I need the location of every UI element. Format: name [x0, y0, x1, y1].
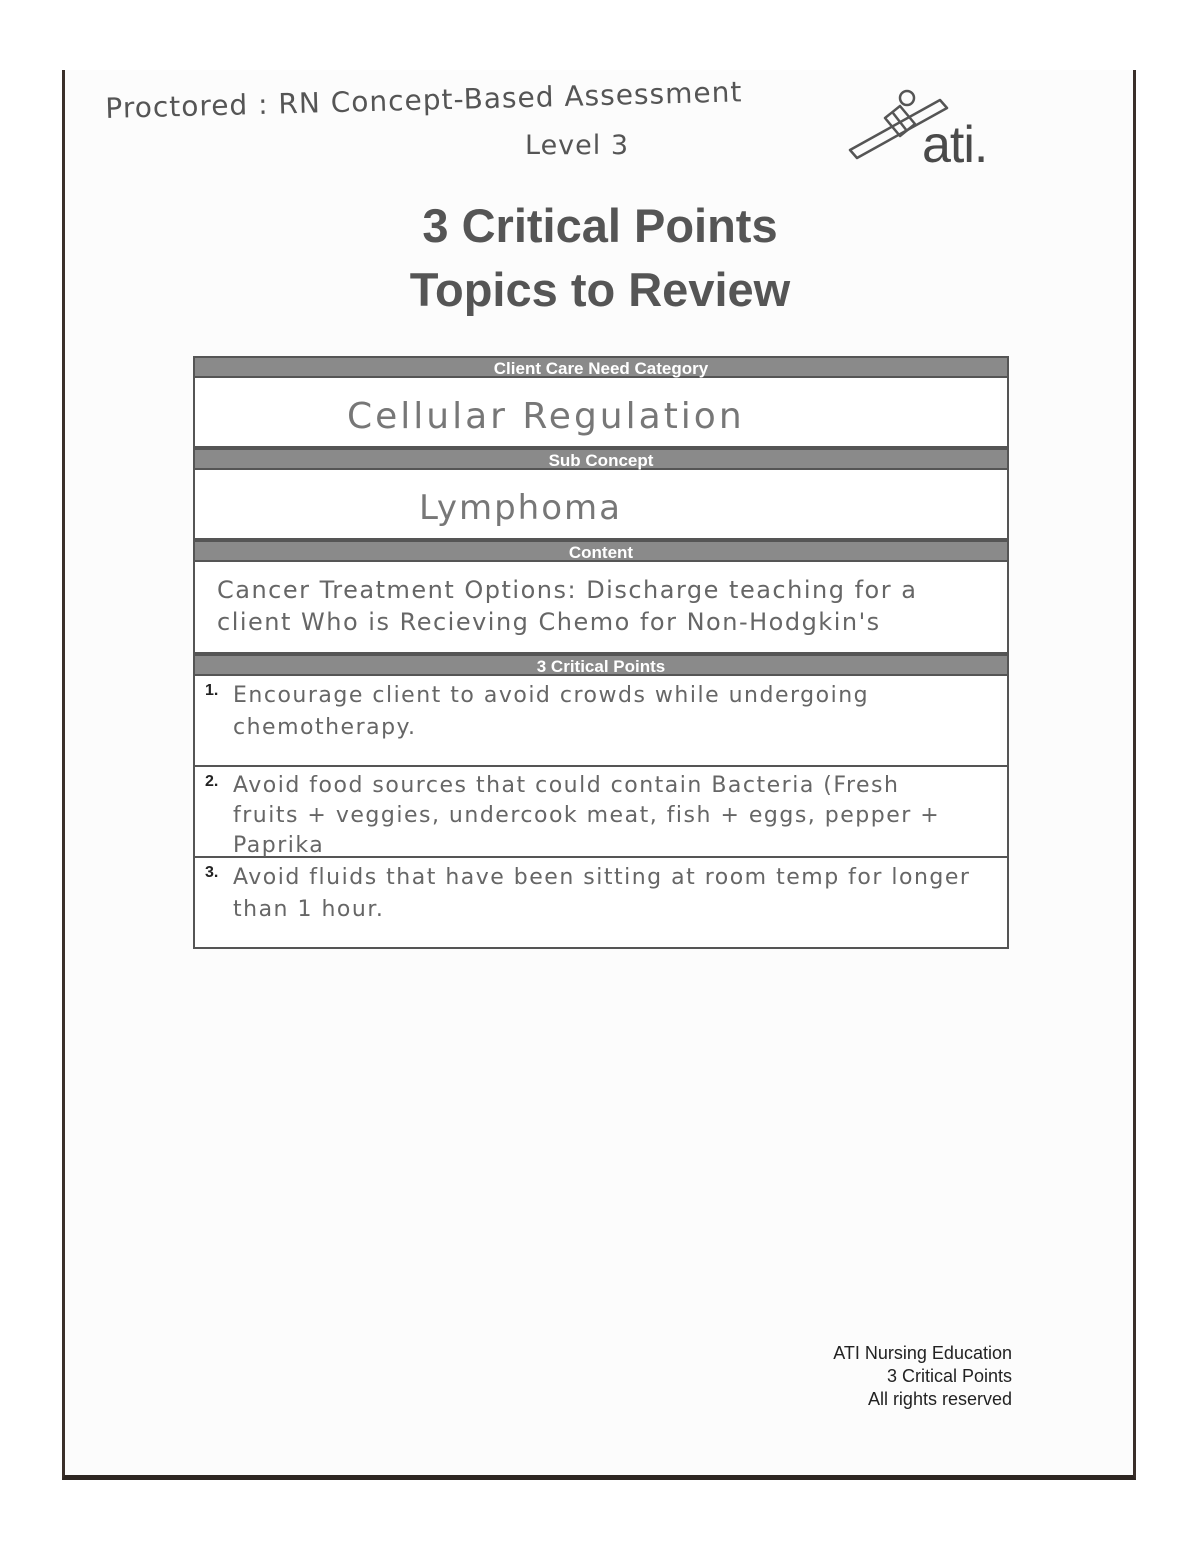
- critical-points-header: 3 Critical Points: [193, 654, 1009, 676]
- sub-concept-value: Lymphoma: [419, 488, 622, 528]
- content-cell: [193, 562, 1009, 654]
- handwritten-level: Level 3: [525, 130, 630, 161]
- point-text: Avoid fluids that have been sitting at room temp for longer than 1 hour.: [233, 865, 971, 922]
- point-number: 2.: [205, 773, 219, 790]
- footer-line: ATI Nursing Education: [833, 1343, 1012, 1363]
- handwritten-assessment-title: Proctored : RN Concept-Based Assessment: [105, 75, 743, 125]
- review-table: [193, 356, 1009, 949]
- page-subtitle: Topics to Review: [409, 263, 791, 316]
- ati-logo-text: ati.: [922, 116, 988, 174]
- point-number: 3.: [205, 864, 219, 881]
- footer-line: 3 Critical Points: [886, 1366, 1012, 1386]
- page-title: 3 Critical Points: [422, 199, 778, 252]
- point-number: 1.: [205, 682, 219, 699]
- category-cell: [193, 378, 1009, 448]
- content-header: Content: [193, 540, 1009, 562]
- critical-point-row: [193, 858, 1009, 949]
- critical-point-row: [193, 676, 1009, 767]
- content-value: Cancer Treatment Options: Discharge teaching for a client Who is Recieving Chemo for Non-Hodgkin's: [217, 576, 918, 636]
- copyright-footer: [833, 1342, 1012, 1411]
- point-text: Encourage client to avoid crowds while undergoing chemotherapy.: [233, 683, 870, 740]
- category-value: Cellular Regulation: [347, 396, 745, 437]
- footer-line: All rights reserved: [867, 1389, 1012, 1409]
- category-header: Client Care Need Category: [193, 356, 1009, 378]
- sub-concept-cell: [193, 470, 1009, 540]
- critical-point-row: [193, 767, 1009, 858]
- sub-concept-header: Sub Concept: [193, 448, 1009, 470]
- point-text: Avoid food sources that could contain Bacteria (Fresh fruits + veggies, undercook meat, fish + eggs, pepper + Paprika: [233, 773, 941, 858]
